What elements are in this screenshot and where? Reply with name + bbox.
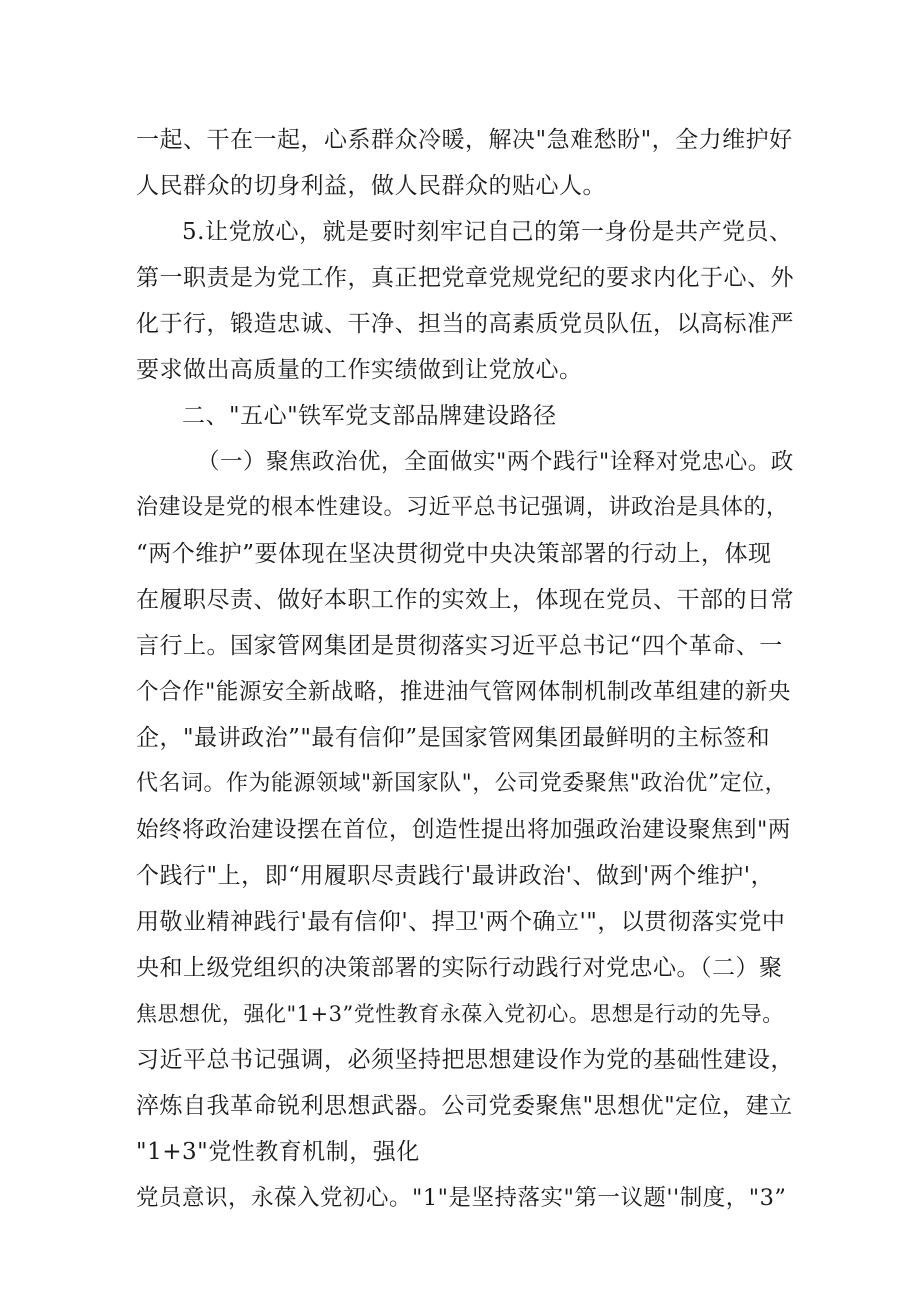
text-line: 人民群众的切身利益，做人民群众的贴心人。 bbox=[136, 173, 606, 199]
text-line: 个践行"上，即“用履职尽责践行'最讲政治'、做到'两个维护'， bbox=[136, 863, 775, 889]
text-line: 一起、干在一起，心系群众冷暖，解决"急难愁盼"，全力维护好 bbox=[136, 127, 793, 153]
text-line: 要求做出高质量的工作实绩做到让党放心。 bbox=[136, 357, 583, 383]
section-heading: 二、"五心"铁军党支部品牌建设路径 bbox=[182, 403, 557, 429]
text-line: 化于行，锻造忠诚、干净、担当的高素质党员队伍，以高标准严 bbox=[136, 311, 794, 337]
text-line: 企，"最讲政治”"最有信仰”是国家管网集团最鲜明的主标签和 bbox=[136, 725, 771, 751]
text-line: “两个维护”要体现在坚决贯彻党中央决策部署的行动上，体现 bbox=[136, 541, 772, 567]
text-line: 治建设是党的根本性建设。习近平总书记强调，讲政治是具体的， bbox=[136, 495, 789, 520]
text-line: 个合作"能源安全新战略，推进油气管网体制机制改革组建的新央 bbox=[136, 679, 791, 705]
paragraph-5-start: 5.让党放心，就是要时刻牢记自己的第一身份是共产党员、 bbox=[182, 219, 793, 245]
text-line: 党员意识，永葆入党初心。"1"是坚持落实"第一议题''制度，"3” bbox=[136, 1185, 787, 1211]
text-line: "1+3"党性教育机制，强化 bbox=[136, 1139, 420, 1165]
text-line: 习近平总书记强调，必须坚持把思想建设作为党的基础性建设， bbox=[136, 1047, 794, 1073]
subsection-1-start: （一）聚焦政治优，全面做实"两个践行"诠释对党忠心。政 bbox=[197, 449, 794, 475]
text-line: 始终将政治建设摆在首位，创造性提出将加强政治建设聚焦到"两 bbox=[136, 817, 791, 843]
text-line: 央和上级党组织的决策部署的实际行动践行对党忠心。（二）聚 bbox=[136, 955, 783, 981]
text-line: 淬炼自我革命锐利思想武器。公司党委聚焦"思想优"定位，建立 bbox=[136, 1093, 793, 1119]
text-line: 第一职责是为党工作，真正把党章党规党纪的要求内化于心、外 bbox=[136, 265, 794, 291]
text-line: 言行上。国家管网集团是贯彻落实习近平总书记“四个革命、一 bbox=[136, 633, 783, 659]
text-line: 用敬业精神践行'最有信仰'、捍卫'两个确立'"，以贯彻落实党中 bbox=[136, 909, 786, 935]
text-line: 代名词。作为能源领域"新国家队"，公司党委聚焦"政治优”定位， bbox=[136, 771, 788, 796]
text-line: 焦思想优，强化"1+3”党性教育永葆入党初心。思想是行动的先导。 bbox=[136, 1002, 784, 1026]
text-line: 在履职尽责、做好本职工作的实效上，体现在党员、干部的日常 bbox=[136, 587, 794, 613]
